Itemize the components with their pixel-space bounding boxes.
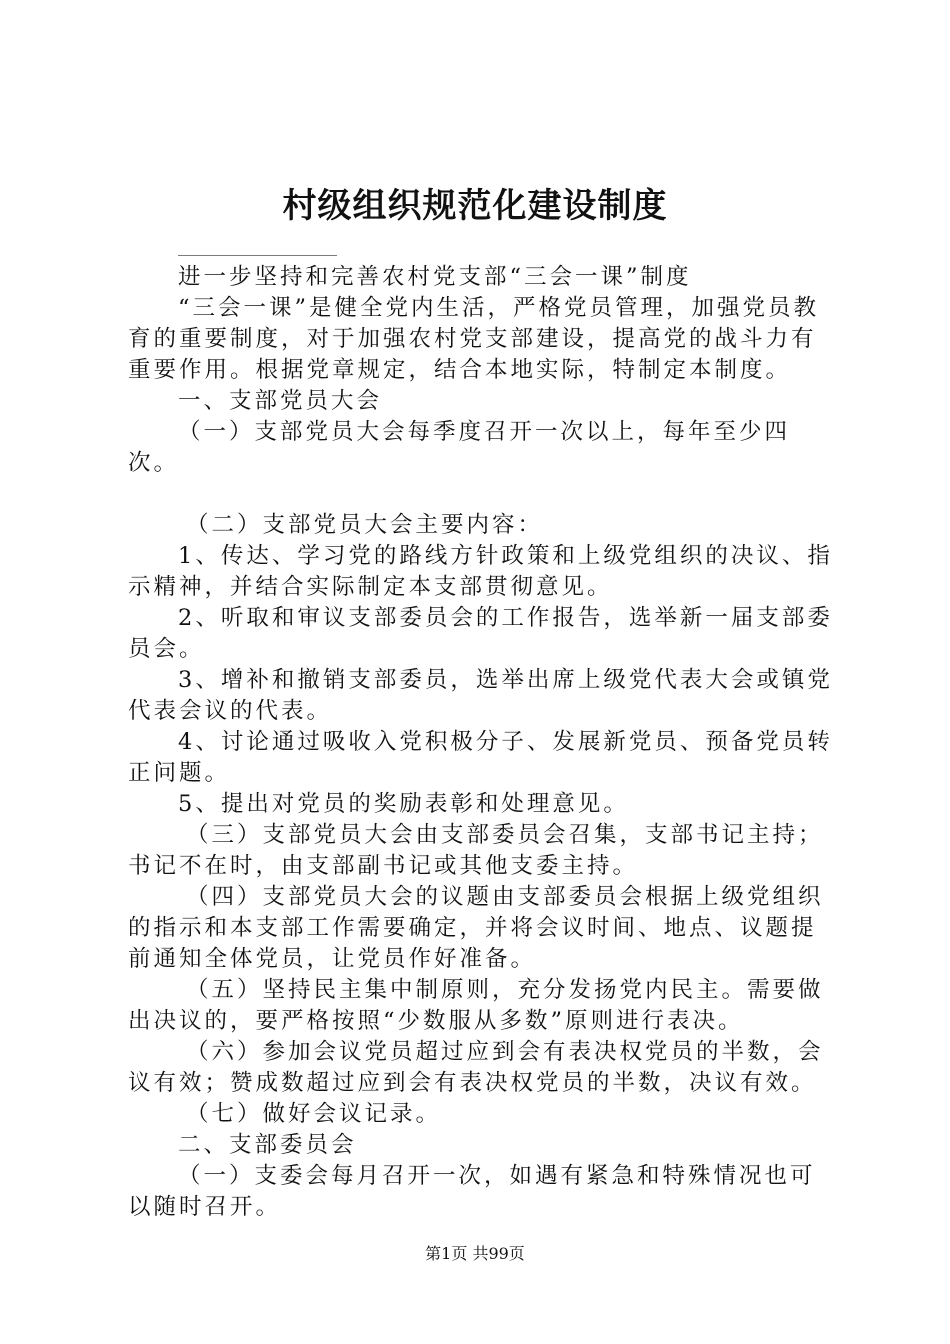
page-number: 第1页 共99页 — [425, 1244, 525, 1263]
paragraph-item: （六）参加会议党员超过应到会有表决权党员的半数，会议有效；赞成数超过应到会有表决权党员的半数，决议有效。 — [128, 1039, 824, 1096]
paragraph-item: （一）支部党员大会每季度召开一次以上，每年至少四次。 — [128, 419, 791, 476]
paragraph-item: （二）支部党员大会主要内容： — [186, 512, 544, 538]
paragraph-item: 1、传达、学习党的路线方针政策和上级党组织的决议、指示精神，并结合实际制定本支部贯彻意见。 — [128, 543, 833, 600]
paragraph-item: （一）支委会每月召开一次，如遇有紧急和特殊情况也可以随时召开。 — [128, 1163, 816, 1220]
document-body — [128, 262, 834, 1223]
paragraph-intro: “三会一课”是健全党内生活，严格党员管理，加强党员教育的重要制度，对于加强农村党支部建设，提高党的战斗力有重要作用。根据党章规定，结合本地实际，特制定本制度。 — [128, 295, 820, 383]
section-heading-2: 二、支部委员会 — [178, 1132, 357, 1158]
section-heading-1: 一、支部党员大会 — [178, 388, 383, 414]
paragraph-item: 2、听取和审议支部委员会的工作报告，选举新一届支部委员会。 — [128, 605, 833, 662]
paragraph-item: （七）做好会议记录。 — [186, 1101, 442, 1127]
paragraph-item: 4、讨论通过吸收入党积极分子、发展新党员、预备党员转正问题。 — [128, 729, 833, 786]
paragraph-item: （五）坚持民主集中制原则，充分发扬党内民主。需要做出决议的，要严格按照“少数服从多数”原则进行表决。 — [128, 977, 824, 1034]
title-separator: ____________________ — [178, 240, 337, 256]
document-title: 村级组织规范化建设制度 — [282, 186, 668, 226]
paragraph-item: 3、增补和撤销支部委员，选举出席上级党代表大会或镇党代表会议的代表。 — [128, 667, 833, 724]
paragraph-item: 5、提出对党员的奖励表彰和处理意见。 — [178, 791, 629, 817]
paragraph-item: （三）支部党员大会由支部委员会召集，支部书记主持；书记不在时，由支部副书记或其他支委主持。 — [128, 822, 824, 879]
blank-line — [128, 479, 834, 510]
paragraph-intro-heading: 进一步坚持和完善农村党支部“三会一课”制度 — [178, 264, 692, 290]
paragraph-item: （四）支部党员大会的议题由支部委员会根据上级党组织的指示和本支部工作需要确定，并将会议时间、地点、议题提前通知全体党员，让党员作好准备。 — [128, 884, 824, 972]
